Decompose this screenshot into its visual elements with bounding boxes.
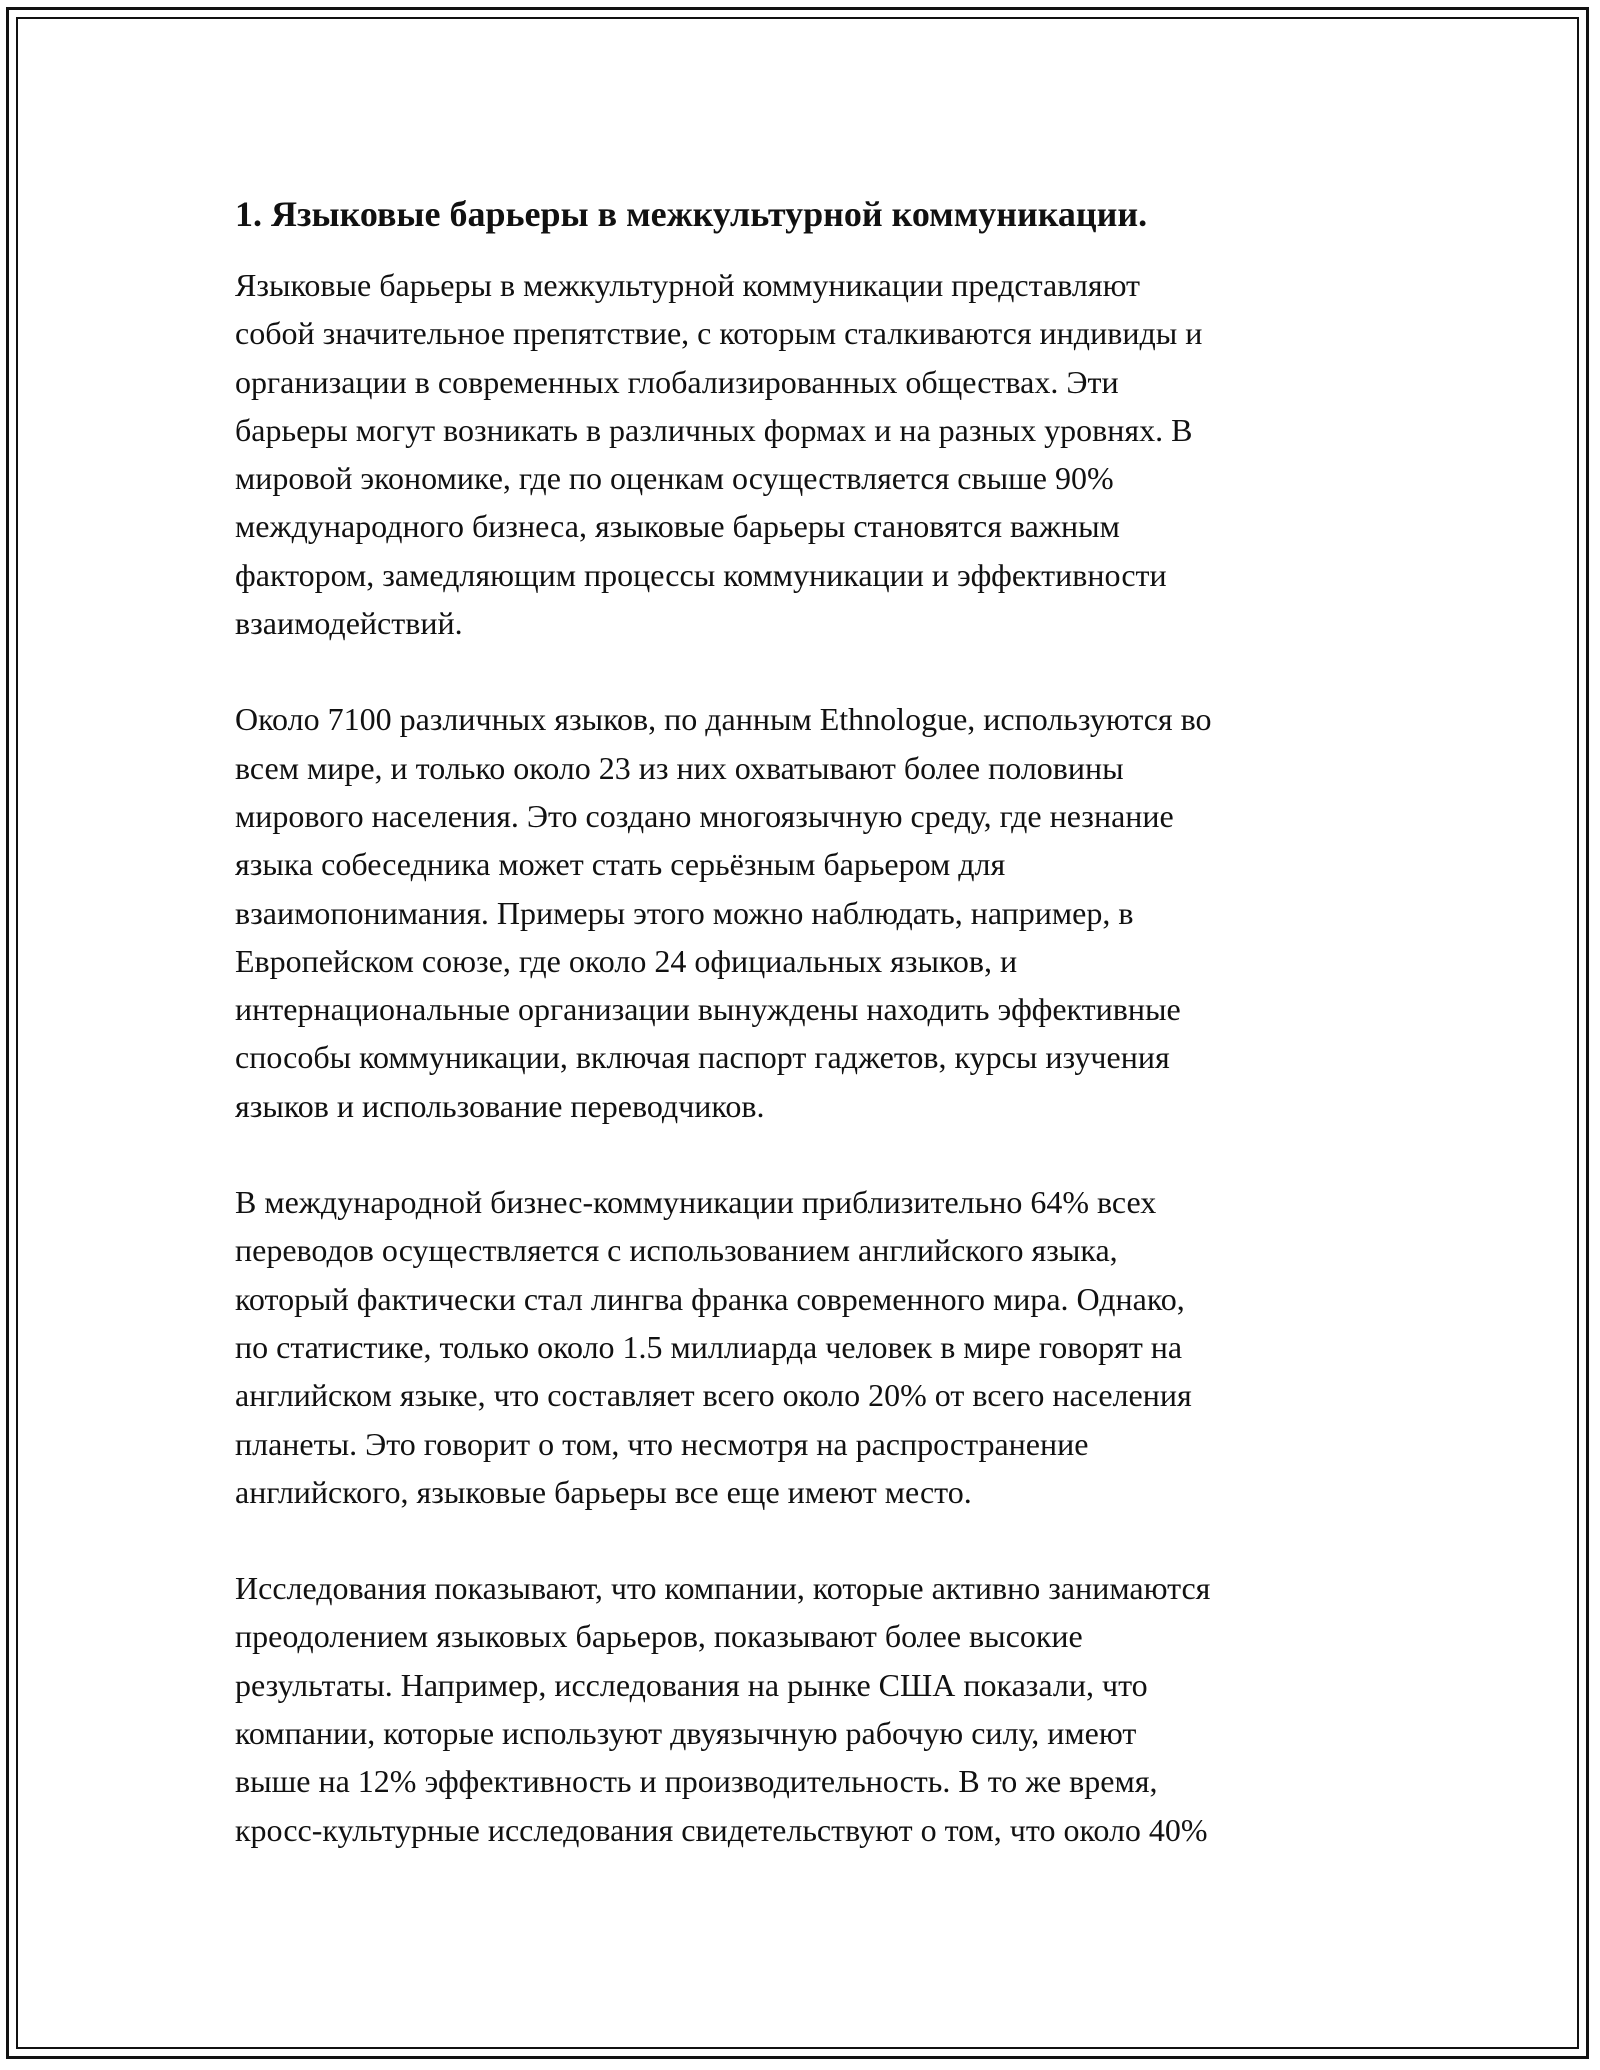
text-line: языков и использование переводчиков.	[235, 1087, 765, 1124]
paragraph-3	[235, 1178, 1385, 1516]
text-line: преодолением языковых барьеров, показывают более высокие	[235, 1618, 1083, 1655]
paragraph-4	[235, 1564, 1385, 1854]
text-line: кросс-культурные исследования свидетельствуют о том, что около 40%	[235, 1811, 1208, 1848]
text-line: Европейском союзе, где около 24 официальных языков, и	[235, 942, 1018, 979]
text-line: Языковые барьеры в межкультурной коммуникации представляют	[235, 267, 1141, 303]
text-line: мировой экономике, где по оценкам осуществляется свыше 90%	[235, 460, 1114, 497]
paragraph-2	[235, 695, 1385, 1130]
text-line: переводов осуществляется с использованием английского языка,	[235, 1232, 1118, 1269]
text-line: всем мире, и только около 23 из них охватывают более половины	[235, 749, 1124, 786]
text-line: фактором, замедляющим процессы коммуникации и эффективности	[235, 556, 1167, 593]
text-line: английском языке, что составляет всего около 20% от всего населения	[235, 1377, 1192, 1414]
text-line: который фактически стал лингва франка современного мира. Однако,	[235, 1280, 1185, 1317]
text-line: планеты. Это говорит о том, что несмотря на распространение	[235, 1425, 1089, 1462]
text-line: международного бизнеса, языковые барьеры становятся важным	[235, 508, 1120, 545]
text-line: мирового населения. Это создано многоязычную среду, где незнание	[235, 797, 1174, 834]
text-line: собой значительное препятствие, с которым сталкиваются индивиды и	[235, 315, 1203, 352]
text-line: Около 7100 различных языков, по данным Ethnologue, используются во	[235, 701, 1212, 738]
text-line: Исследования показывают, что компании, которые активно занимаются	[235, 1570, 1211, 1607]
text-line: организации в современных глобализированных обществах. Эти	[235, 363, 1119, 400]
text-line: В международной бизнес-коммуникации приблизительно 64% всех	[235, 1184, 1157, 1221]
text-line: компании, которые используют двуязычную рабочую силу, имеют	[235, 1715, 1137, 1752]
paragraph-1	[235, 261, 1385, 647]
text-line: взаимодействий.	[235, 605, 463, 642]
text-line: результаты. Например, исследования на рынке США показали, что	[235, 1666, 1148, 1703]
text-line: выше на 12% эффективность и производительность. В то же время,	[235, 1763, 1158, 1800]
text-line: интернациональные организации вынуждены находить эффективные	[235, 991, 1181, 1028]
text-line: способы коммуникации, включая паспорт гаджетов, курсы изучения	[235, 1039, 1170, 1076]
section-heading: 1. Языковые барьеры в межкультурной коммуникации.	[235, 194, 1148, 234]
text-line: языка собеседника может стать серьёзным барьером для	[235, 846, 1006, 883]
text-line: барьеры могут возникать в различных формах и на разных уровнях. В	[235, 411, 1193, 448]
text-line: английского, языковые барьеры все еще имеют место.	[235, 1473, 972, 1510]
text-line: по статистике, только около 1.5 миллиарда человек в мире говорят на	[235, 1328, 1183, 1365]
text-line: взаимопонимания. Примеры этого можно наблюдать, например, в	[235, 894, 1134, 931]
document-body	[235, 186, 1385, 1902]
